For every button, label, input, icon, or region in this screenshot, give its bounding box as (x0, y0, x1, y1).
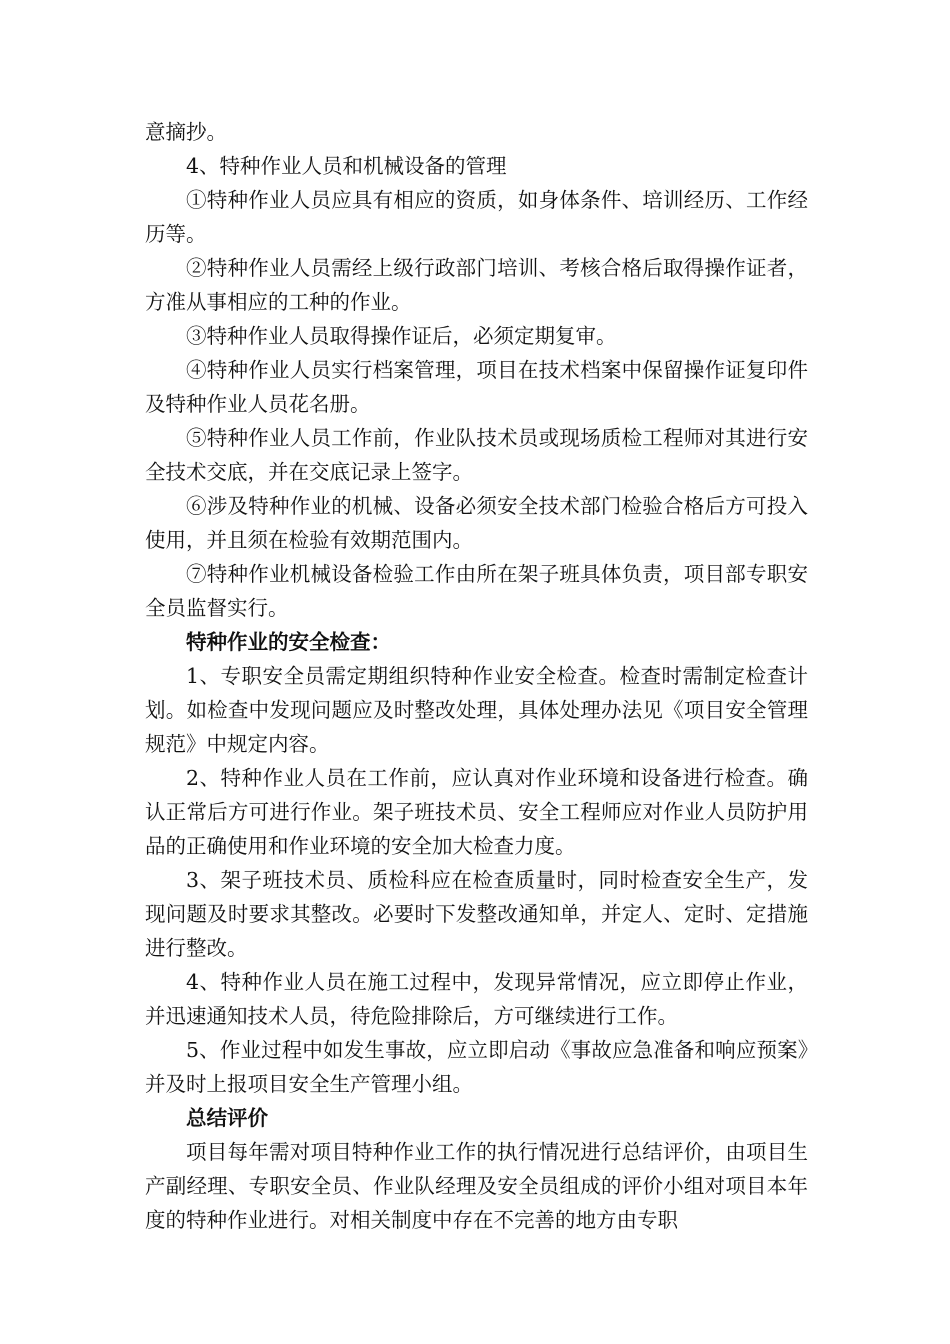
inspection-item-1: 1、专职安全员需定期组织特种作业安全检查。检查时需制定检查计划。如检查中发现问题应及时整改处理，具体处理办法见《项目安全管理规范》中规定内容。 (145, 664, 808, 756)
inspection-item-4: 4、特种作业人员在施工过程中，发现异常情况，应立即停止作业，并迅速通知技术人员，待危险排除后，方可继续进行工作。 (145, 970, 808, 1028)
summary-heading: 总结评价 (186, 1106, 268, 1130)
section-4-item-1: ①特种作业人员应具有相应的资质，如身体条件、培训经历、工作经历等。 (145, 188, 808, 246)
summary-text: 项目每年需对项目特种作业工作的执行情况进行总结评价，由项目生产副经理、专职安全员、作业队经理及安全员组成的评价小组对项目本年度的特种作业进行。对相关制度中存在不完善的地方由专职 (145, 1140, 808, 1232)
section-4-item-5: ⑤特种作业人员工作前，作业队技术员或现场质检工程师对其进行安全技术交底，并在交底记录上签字。 (145, 426, 808, 484)
section-4-item-2: ②特种作业人员需经上级行政部门培训、考核合格后取得操作证者，方准从事相应的工种的作业。 (145, 256, 808, 314)
inspection-item-3: 3、架子班技术员、质检科应在检查质量时，同时检查安全生产，发现问题及时要求其整改。必要时下发整改通知单，并定人、定时、定措施进行整改。 (145, 868, 808, 960)
opening-fragment: 意摘抄。 (145, 120, 227, 144)
document-page (145, 115, 808, 1237)
section-4-item-6: ⑥涉及特种作业的机械、设备必须安全技术部门检验合格后方可投入使用，并且须在检验有效期范围内。 (145, 494, 808, 552)
section-4-item-3: ③特种作业人员取得操作证后，必须定期复审。 (186, 324, 617, 348)
inspection-heading: 特种作业的安全检查： (186, 630, 391, 654)
section-4-item-4: ④特种作业人员实行档案管理，项目在技术档案中保留操作证复印件及特种作业人员花名册。 (145, 358, 808, 416)
inspection-item-2: 2、特种作业人员在工作前，应认真对作业环境和设备进行检查。确认正常后方可进行作业。架子班技术员、安全工程师应对作业人员防护用品的正确使用和作业环境的安全加大检查力度。 (145, 766, 808, 858)
section-4-item-7: ⑦特种作业机械设备检验工作由所在架子班具体负责，项目部专职安全员监督实行。 (145, 562, 808, 620)
section-4-title: 4、特种作业人员和机械设备的管理 (186, 154, 507, 178)
inspection-item-5: 5、作业过程中如发生事故，应立即启动《事故应急准备和响应预案》并及时上报项目安全生产管理小组。 (145, 1038, 808, 1096)
